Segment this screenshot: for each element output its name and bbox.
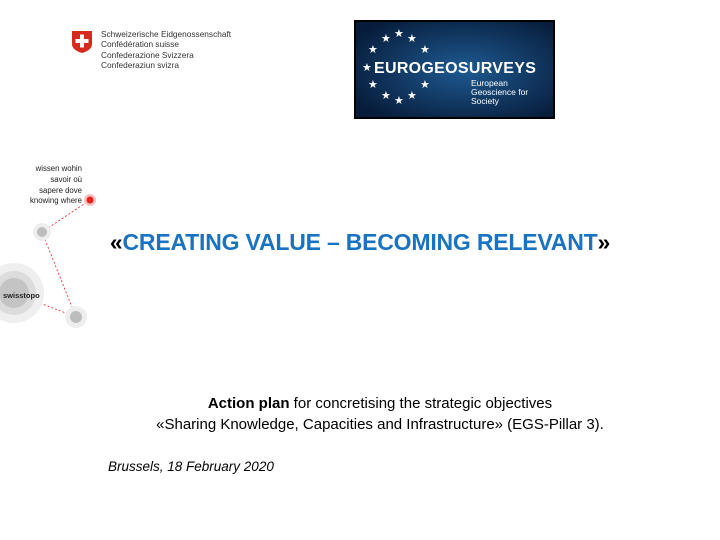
swisstopo-label: swisstopo: [3, 291, 40, 300]
confederation-line: Confederazione Svizzera: [101, 49, 194, 60]
star-icon: ★: [407, 89, 417, 102]
star-icon: ★: [394, 94, 404, 107]
tagline-line: savoir où: [50, 174, 82, 184]
tagline-line: wissen wohin: [35, 164, 82, 173]
tagline-line: knowing where: [29, 196, 82, 206]
eurogeosurveys-logo: [354, 20, 555, 119]
slide-title: [0, 229, 720, 256]
star-icon: ★: [381, 89, 391, 102]
egs-subtitle-line: European: [471, 78, 508, 88]
confederation-line: Confederaziun svizra: [101, 60, 179, 71]
date-line: Brussels, 18 February 2020: [108, 459, 274, 474]
confederation-wordmark: [101, 29, 231, 71]
action-plan-bold: Action plan: [207, 395, 290, 412]
tagline-line: sapere dove: [39, 185, 82, 195]
egs-wordmark: EUROGEOSURVEYS: [374, 60, 537, 77]
title-open-quote: «: [109, 229, 123, 255]
star-icon: ★: [394, 27, 404, 40]
title-close-quote: »: [597, 229, 611, 255]
egs-subtitle-line: Society: [471, 96, 499, 106]
star-icon: ★: [362, 61, 372, 74]
star-icon: ★: [407, 32, 417, 45]
star-icon: ★: [420, 78, 430, 91]
star-icon: ★: [420, 43, 430, 56]
star-icon: ★: [381, 32, 391, 45]
confederation-line: Confédération suisse: [101, 39, 179, 50]
action-plan-rest: for concretising the strategic objectives: [289, 395, 553, 412]
star-icon: ★: [368, 78, 378, 91]
swiss-flag-icon: [71, 30, 93, 54]
swisstopo-dots-graphic: [0, 190, 110, 340]
objective-line: «Sharing Knowledge, Capacities and Infrastructure» (EGS-Pillar 3).: [156, 416, 604, 433]
title-text: CREATING VALUE – BECOMING RELEVANT: [122, 229, 598, 255]
action-plan-line: [0, 395, 720, 412]
egs-subtitle-line: Geoscience for: [471, 87, 529, 97]
confederation-line: Schweizerische Eidgenossenschaft: [101, 29, 232, 39]
star-icon: ★: [368, 43, 378, 56]
